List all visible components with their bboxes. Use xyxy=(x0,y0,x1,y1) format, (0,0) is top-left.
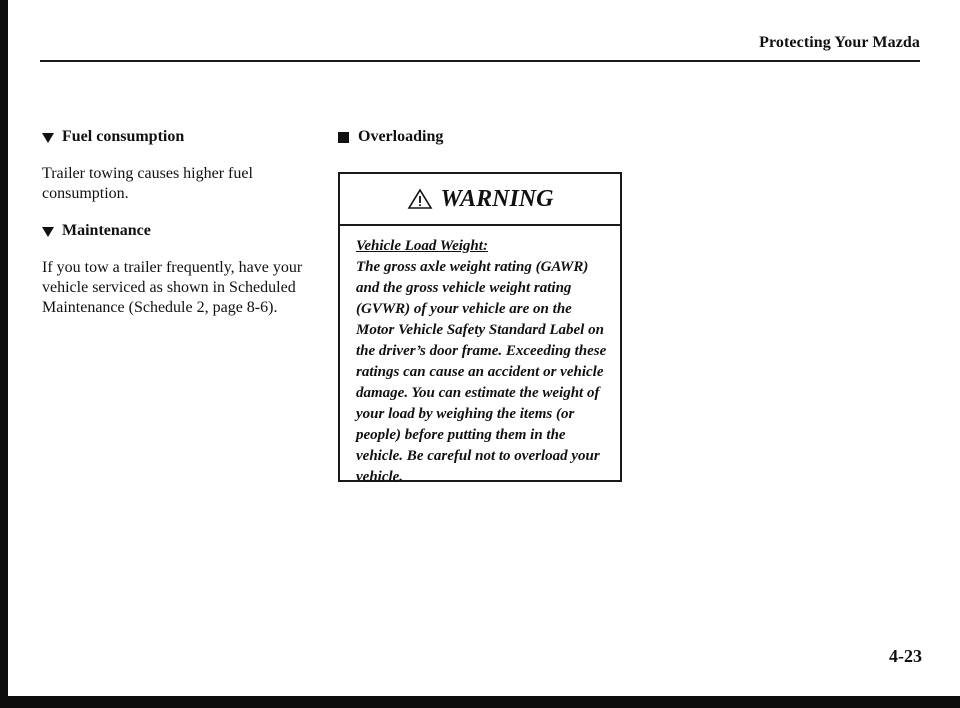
overloading-heading-text: Overloading xyxy=(358,128,444,145)
fuel-consumption-heading xyxy=(42,128,332,146)
fuel-consumption-text: Trailer towing causes higher fuel consumption. xyxy=(42,165,253,202)
warning-box xyxy=(338,172,622,485)
maintenance-text: If you tow a trailer frequently, have your vehicle serviced as shown in Scheduled Maintenance (Schedule 2, page 8-6). xyxy=(42,259,303,316)
header-rule xyxy=(40,60,920,62)
right-column xyxy=(338,128,628,146)
overloading-heading xyxy=(338,128,628,146)
maintenance-heading xyxy=(42,222,332,240)
fuel-consumption-heading-text: Fuel consumption xyxy=(62,128,185,145)
page-number: 4-23 xyxy=(889,646,922,666)
warning-subheading: Vehicle Load Weight: xyxy=(356,238,488,254)
page-bottom-bar xyxy=(0,696,960,708)
warning-triangle-icon xyxy=(407,188,433,210)
page-edge-bar xyxy=(0,0,8,708)
running-head: Protecting Your Mazda xyxy=(759,34,920,51)
warning-title-bar xyxy=(340,174,620,226)
down-triangle-icon xyxy=(42,227,54,237)
warning-body xyxy=(340,226,620,488)
left-column xyxy=(42,128,332,318)
warning-title: WARNING xyxy=(440,185,554,212)
square-bullet-icon xyxy=(338,132,349,143)
maintenance-heading-text: Maintenance xyxy=(62,222,151,239)
down-triangle-icon xyxy=(42,133,54,143)
warning-text: The gross axle weight rating (GAWR) and the gross vehicle weight rating (GVWR) of your vehicle are on the Motor Vehicle Safety Standard Label on the driver’s door frame. Exceeding these ratings can cause an accident or vehicle damage. You can estimate the weight of your load by weighing the items (or people) before putting them in the vehicle. Be careful not to overload your vehicle. xyxy=(356,259,607,485)
